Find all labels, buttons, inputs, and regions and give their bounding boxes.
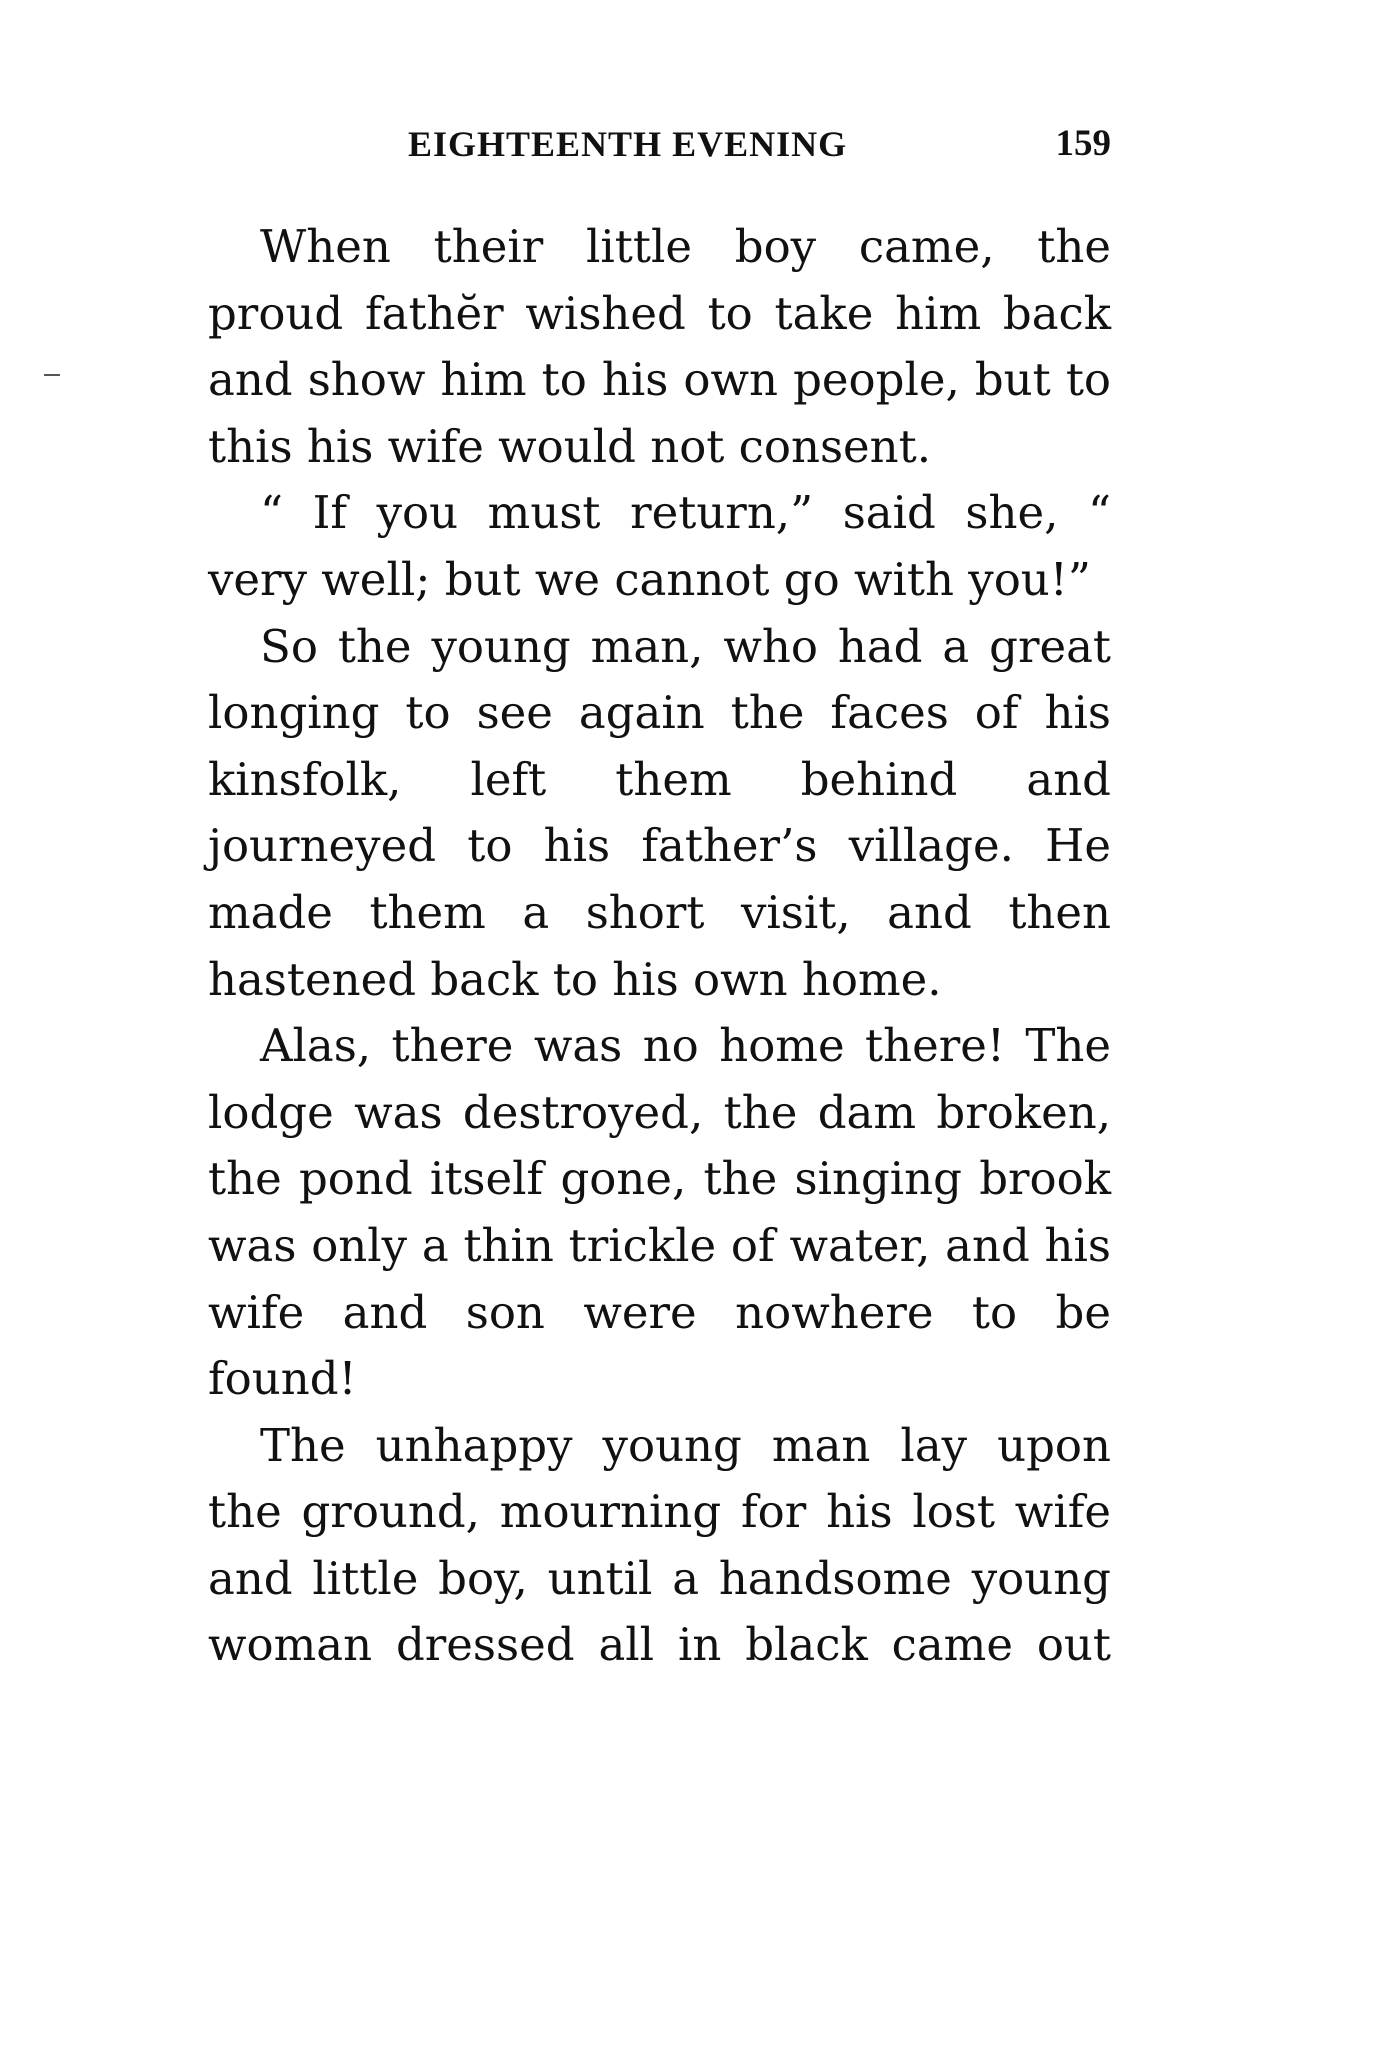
body-text (208, 214, 1111, 1679)
paragraph: Alas, there was no home there! The lodge was destroyed, the dam broken, the pond itself gone, the singing brook was only a thin trickle of water, and his wife and son were nowhere to be found! (208, 1019, 1111, 1406)
margin-mark (44, 374, 60, 376)
running-head: EIGHTEENTH EVENING (408, 124, 848, 164)
page-number: 159 (1055, 123, 1111, 164)
paragraph: The unhappy young man lay upon the ground, mourning for his lost wife and little boy, until a handsome young woman dressed all in black came out (208, 1418, 1111, 1672)
paragraph: When their little boy came, the proud fathĕr wished to take him back and show him to his own people, but to this his wife would not consent. (208, 220, 1111, 473)
paragraph: So the young man, who had a great longing to see again the faces of his kinsfolk, left them behind and journeyed to his father’s village. He made them a short visit, and then hastened back to his own home. (208, 619, 1111, 1006)
paragraph: “ If you must return,” said she, “ very well; but we cannot go with you!” (208, 486, 1111, 606)
page-header (208, 122, 1111, 182)
